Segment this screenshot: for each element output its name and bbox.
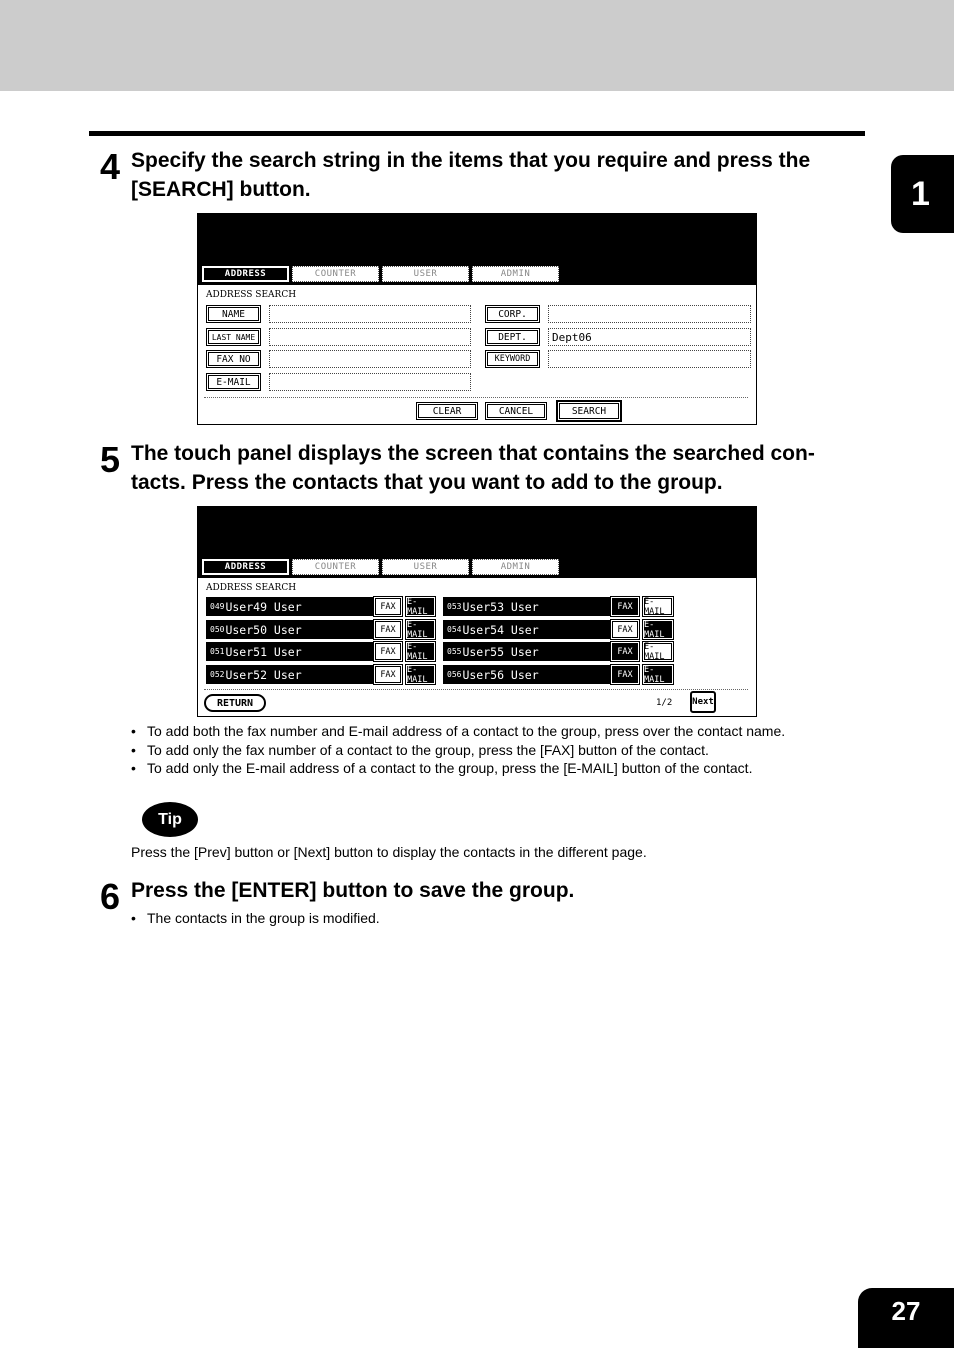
list-item: • To add only the E-mail address of a contact to the group, press the [E-MAIL] button of the contact. [131,759,785,778]
email-button[interactable]: E-MAIL [643,665,673,684]
step-5-title-line2: tacts. Press the contacts that you want to add to the group. [131,471,723,494]
email-field[interactable] [269,373,471,391]
fax-button[interactable]: FAX [611,642,639,661]
fax-no-field[interactable] [269,350,471,368]
step-4-title: Specify the search string in the items that you require and press the [SEARCH] button. [131,149,811,201]
list-item: • The contacts in the group is modified. [131,909,380,928]
dept-button[interactable]: DEPT. [485,328,540,346]
dept-field[interactable]: Dept06 [548,328,751,346]
corp-field[interactable] [548,305,751,323]
fax-button[interactable]: FAX [611,597,639,616]
page-number: 27 [858,1288,954,1348]
divider [204,397,748,398]
page-indicator: 1/2 [656,698,673,708]
fax-button[interactable]: FAX [611,620,639,639]
divider [204,689,748,690]
address-search-screen [197,213,757,425]
tab-user[interactable]: USER [382,559,469,575]
last-name-field[interactable] [269,328,471,346]
screen-label: ADDRESS SEARCH [206,290,297,300]
search-button[interactable]: SEARCH [556,400,622,422]
step-5-bullets [131,722,785,778]
screen-label: ADDRESS SEARCH [206,583,297,593]
contact-entry[interactable]: 050 User50 User [206,620,373,639]
panel-tabs [202,559,559,575]
contact-entry[interactable]: 055 User55 User [443,642,610,661]
keyword-field[interactable] [548,350,751,368]
fax-no-button[interactable]: FAX NO [206,350,261,368]
step-5-title-line1: The touch panel displays the screen that contains the searched con- [131,442,815,465]
tab-counter[interactable]: COUNTER [292,266,379,282]
email-button[interactable]: E-MAIL [643,642,673,661]
email-button[interactable]: E-MAIL [206,373,261,391]
contact-entry[interactable]: 054 User54 User [443,620,610,639]
email-button[interactable]: E-MAIL [406,620,435,639]
email-button[interactable]: E-MAIL [406,642,435,661]
tab-user[interactable]: USER [382,266,469,282]
section-rule [89,131,865,136]
fax-button[interactable]: FAX [374,665,402,684]
tab-address[interactable]: ADDRESS [202,559,289,575]
cancel-button[interactable]: CANCEL [485,402,547,420]
fax-button[interactable]: FAX [374,620,402,639]
step-4-number: 4 [100,146,120,187]
step-5-number: 5 [100,439,120,480]
fax-button[interactable]: FAX [611,665,639,684]
return-button[interactable]: RETURN [204,694,266,712]
fax-button[interactable]: FAX [374,597,402,616]
contact-entry[interactable]: 053 User53 User [443,597,610,616]
list-item: • To add only the fax number of a contact to the group, press the [FAX] button of the contact. [131,741,785,760]
tip-text: Press the [Prev] button or [Next] button to display the contacts in the different page. [131,844,647,860]
step-6-title: Press the [ENTER] button to save the group. [131,879,575,902]
search-results-screen [197,506,757,717]
name-button[interactable]: NAME [206,305,261,323]
tab-admin[interactable]: ADMIN [472,559,559,575]
contact-entry[interactable]: 056 User56 User [443,665,610,684]
email-button[interactable]: E-MAIL [643,620,673,639]
step-6-bullets [131,909,380,928]
next-button[interactable]: Next [690,691,716,713]
last-name-button[interactable]: LAST NAME [206,328,261,346]
panel-tabs [202,266,559,282]
step-5-title [131,439,861,497]
keyword-button[interactable]: KEYWORD [485,350,540,368]
fax-button[interactable]: FAX [374,642,402,661]
contact-entry[interactable]: 049 User49 User [206,597,373,616]
tip-badge: Tip [142,802,198,837]
email-button[interactable]: E-MAIL [406,665,435,684]
clear-button[interactable]: CLEAR [416,402,478,420]
contact-entry[interactable]: 052 User52 User [206,665,373,684]
tab-counter[interactable]: COUNTER [292,559,379,575]
email-button[interactable]: E-MAIL [406,597,435,616]
contact-entry[interactable]: 051 User51 User [206,642,373,661]
header-band [0,0,954,91]
tab-admin[interactable]: ADMIN [472,266,559,282]
list-item: • To add both the fax number and E-mail address of a contact to the group, press over the contact name. [131,722,785,741]
tab-address[interactable]: ADDRESS [202,266,289,282]
corp-button[interactable]: CORP. [485,305,540,323]
chapter-tab: 1 [891,155,954,233]
name-field[interactable] [269,305,471,323]
step-6-number: 6 [100,876,120,917]
email-button[interactable]: E-MAIL [643,597,673,616]
